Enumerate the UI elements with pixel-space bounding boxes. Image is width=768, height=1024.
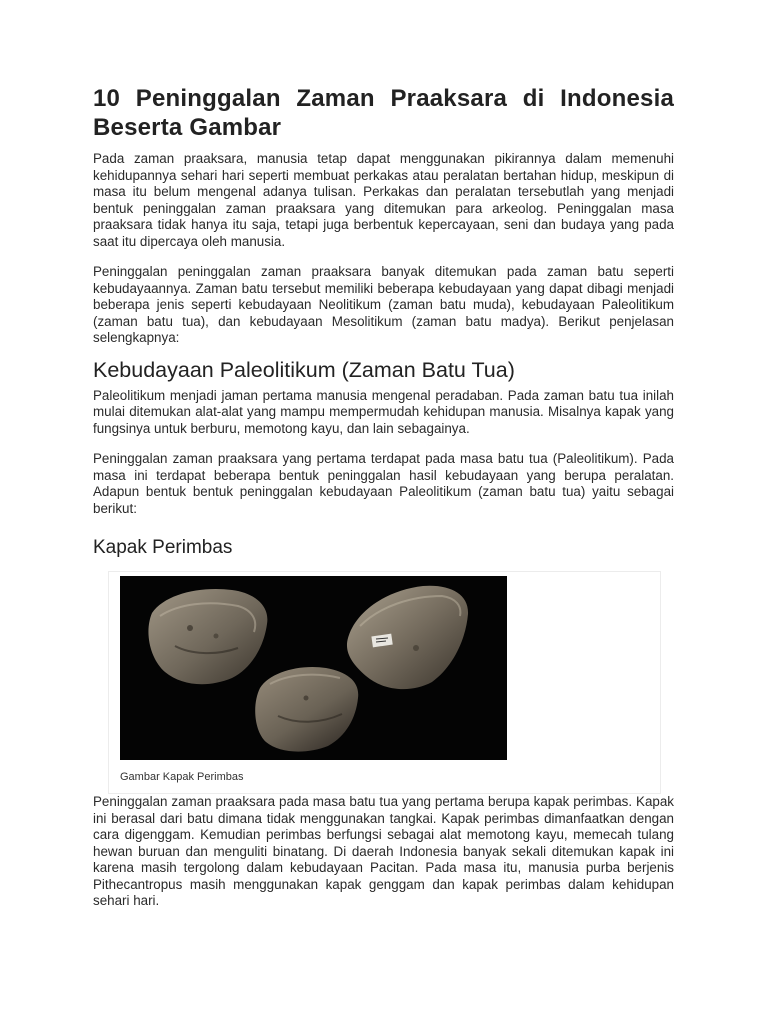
section-paragraph-2: Peninggalan zaman praaksara yang pertama terdapat pada masa batu tua (Paleolitikum). Pada masa ini terdapat beberapa bentuk peninggalan hasil kebudayaan yang berupa peralatan. Adapun bentuk bentuk peninggalan kebudayaan Paleolitikum (zaman batu tua) yaitu sebagai berikut: — [93, 451, 674, 516]
article — [93, 84, 674, 910]
subsection-heading: Kapak Perimbas — [93, 537, 233, 558]
intro-paragraph-2: Peninggalan peninggalan zaman praaksara banyak ditemukan pada zaman batu seperti kebudayaannya. Zaman batu tersebut memiliki beberapa kebudayaan yang dapat dibagi menjadi beberapa jenis seperti kebudayaan Neolitikum (zaman batu muda), kebudayaan Paleolitikum (zaman batu tua), dan kebudayaan Mesolitikum (zaman batu madya). Berikut penjelasan selengkapnya: — [93, 264, 674, 345]
image-caption: Gambar Kapak Perimbas — [120, 771, 244, 783]
article-title: 10 Peninggalan Zaman Praaksara di Indonesia Beserta Gambar — [93, 85, 674, 141]
intro-paragraph-1: Pada zaman praaksara, manusia tetap dapat menggunakan pikirannya dalam memenuhi kehidupannya sehari hari seperti membuat perkakas atau peralatan bertahan hidup, meskipun di masa itu belum mengenal adanya tulisan. Perkakas dan peralatan tersebutlah yang menjadi bentuk peninggalan zaman praaksara yang ditemukan para arkeolog. Peninggalan masa praaksara tidak hanya itu saja, tetapi juga berbentuk kepercayaan, seni dan budaya yang pada saat itu dipercaya oleh manusia. — [93, 151, 674, 249]
stone-tools-photo — [120, 576, 507, 760]
image-figure — [108, 571, 661, 794]
section-paragraph-1: Paleolitikum menjadi jaman pertama manusia mengenal peradaban. Pada zaman batu tua inilah mulai ditemukan alat-alat yang mampu mempermudah kehidupan manusia. Misalnya kapak yang fungsinya untuk berburu, memotong kayu, dan lain sebagainya. — [93, 387, 674, 436]
section-heading: Kebudayaan Paleolitikum (Zaman Batu Tua) — [93, 357, 515, 382]
subsection-paragraph: Peninggalan zaman praaksara pada masa batu tua yang pertama berupa kapak perimbas. Kapak ini berasal dari batu dimana tidak menggunakan tangkai. Kapak perimbas dimanfaatkan dengan cara digenggam. Kemudian perimbas berfungsi sebagai alat memotong kayu, memecah tulang hewan buruan dan menguliti binatang. Di daerah Indonesia banyak sekali ditemukan kapak ini karena masih tergolong dalam kebudayaan Pacitan. Pada masa itu, manusia purba berjenis Pithecantropus masih menggunakan kapak genggam dan kapak perimbas dalam kehidupan sehari hari. — [93, 794, 674, 908]
